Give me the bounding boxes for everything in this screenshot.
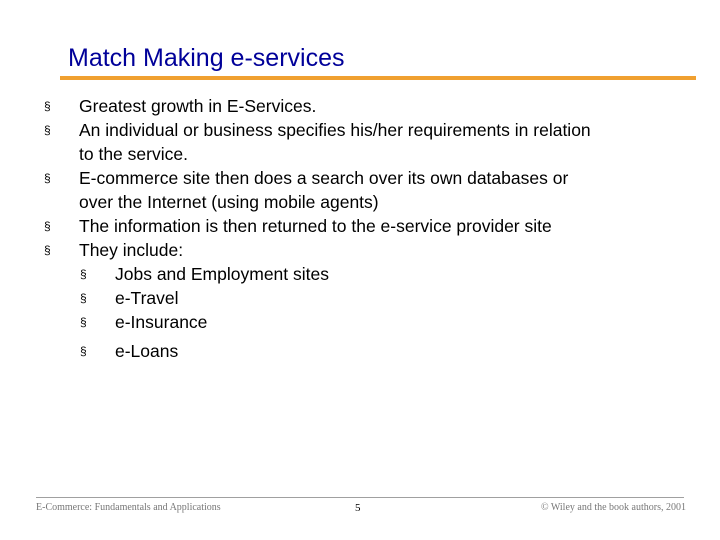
page-number: 5 [355, 502, 361, 514]
slide-title: Match Making e-services [68, 44, 345, 72]
bullet-item-line: over the Internet (using mobile agents) [79, 192, 379, 212]
bullet-item-line: to the service. [79, 144, 188, 164]
footer-divider [36, 497, 684, 498]
footer-copyright: © Wiley and the book authors, 2001 [540, 502, 686, 513]
square-bullet-icon: § [44, 123, 51, 137]
square-bullet-icon: § [44, 243, 51, 257]
bullet-item: The information is then returned to the e-service provider site [79, 216, 552, 236]
title-underline [60, 76, 696, 80]
bullet-item: Greatest growth in E-Services. [79, 96, 317, 116]
bullet-item-line: An individual or business specifies his/her requirements in relation [79, 120, 591, 140]
square-bullet-icon: § [44, 219, 51, 233]
square-bullet-icon: § [80, 315, 87, 329]
square-bullet-icon: § [80, 291, 87, 305]
sub-bullet-item: Jobs and Employment sites [115, 264, 329, 284]
footer-course-title: E-Commerce: Fundamentals and Applications [36, 502, 221, 513]
sub-bullet-item: e-Loans [115, 341, 179, 361]
square-bullet-icon: § [80, 344, 87, 358]
bullet-item: They include: [79, 240, 184, 260]
square-bullet-icon: § [44, 171, 51, 185]
square-bullet-icon: § [44, 99, 51, 113]
bullet-item-line: E-commerce site then does a search over its own databases or [79, 168, 569, 188]
square-bullet-icon: § [80, 267, 87, 281]
sub-bullet-item: e-Insurance [115, 312, 208, 332]
sub-bullet-item: e-Travel [115, 288, 179, 308]
